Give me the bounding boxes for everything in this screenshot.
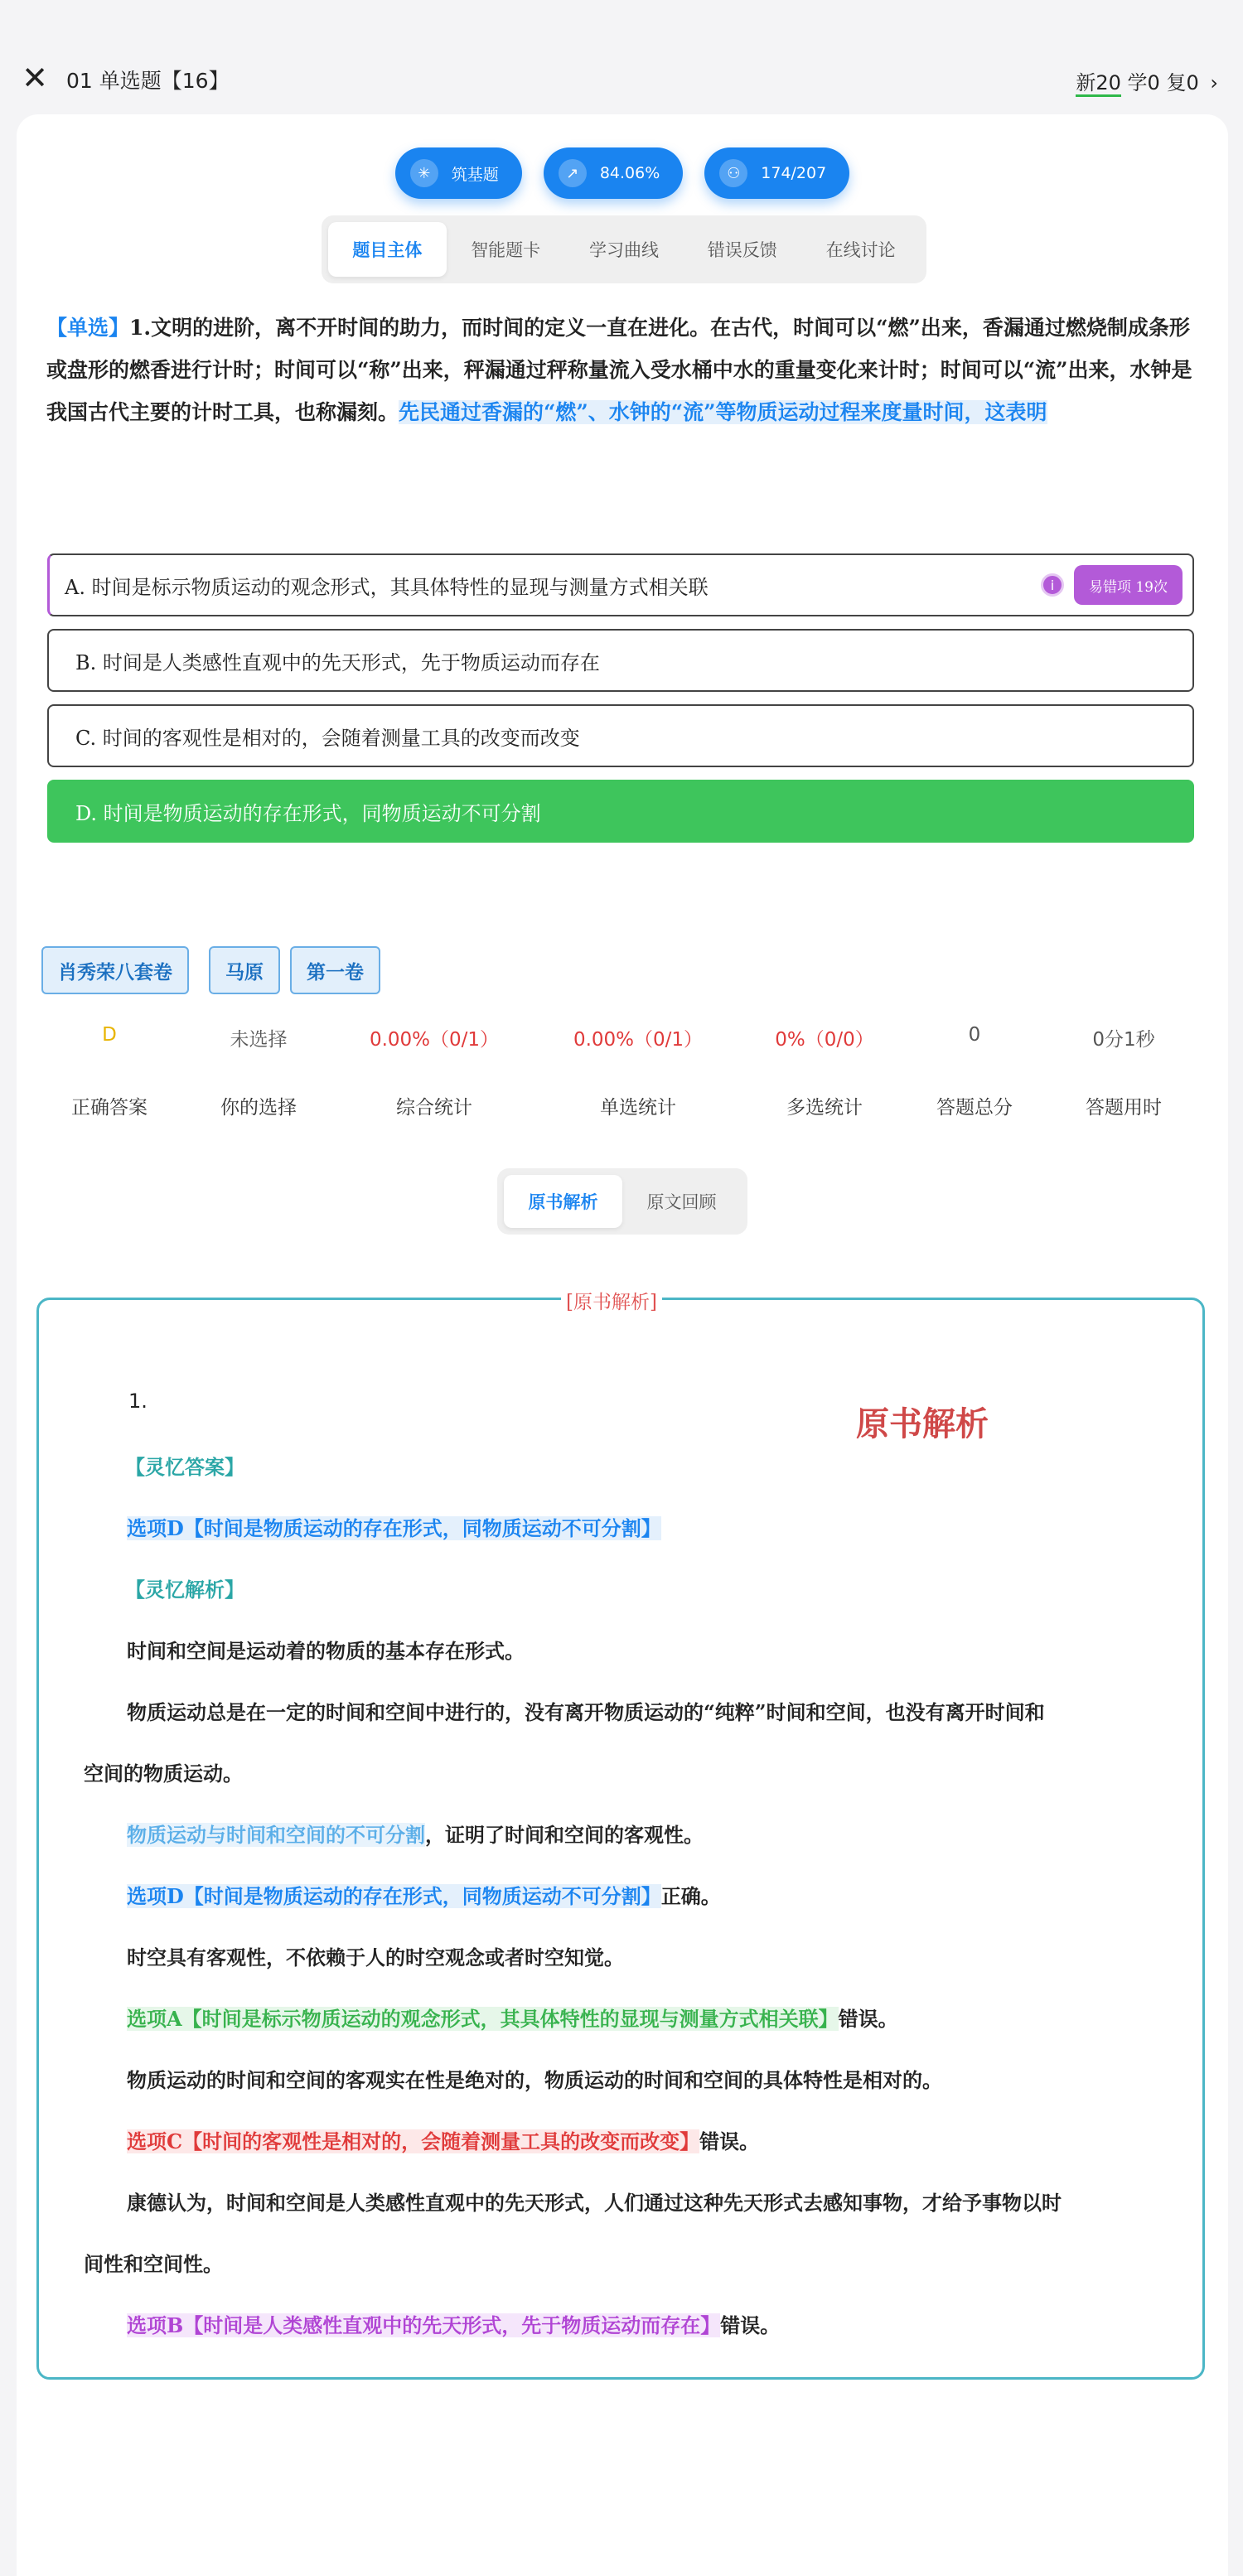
option-d-correct[interactable] [47, 780, 1194, 843]
tab-learning-curve[interactable]: 学习曲线 [588, 240, 659, 260]
stat-label-single: 单选统计 [600, 1097, 676, 1119]
stat-overall: 0.00%（0/1） [369, 1029, 500, 1051]
stat-label-total-score: 答题总分 [936, 1097, 1013, 1119]
error-prone-badge: 易错项 19次 [1074, 565, 1183, 605]
option-a-label: A. 时间是标示物质运动的观念形式，其具体特性的显现与测量方式相关联 [65, 575, 709, 599]
book-tag-volume-one[interactable]: 第一卷 [290, 946, 380, 994]
accuracy-label: 84.06% [599, 164, 660, 182]
option-b[interactable] [47, 629, 1194, 692]
analysis-p4-highlight: 选项D【时间是物质运动的存在形式，同物质运动不可分割】 [127, 1884, 661, 1908]
book-tag-xiao-eight[interactable]: 肖秀荣八套卷 [41, 946, 189, 994]
answer-text: 选项D【时间是物质运动的存在形式，同物质运动不可分割】 [127, 1516, 661, 1540]
option-d-label: D. 时间是物质运动的存在形式，同物质运动不可分割 [75, 801, 541, 825]
analysis-p9b: 间性和空间性。 [84, 2252, 223, 2276]
analysis-box [36, 1292, 1205, 2380]
option-c[interactable] [47, 704, 1194, 767]
stat-label-time-used: 答题用时 [1086, 1097, 1162, 1119]
analysis-p2b: 空间的物质运动。 [84, 1762, 243, 1786]
analysis-p8-highlight: 选项C【时间的客观性是相对的，会随着测量工具的改变而改变】 [127, 2129, 700, 2153]
users-pill[interactable] [704, 147, 849, 199]
analysis-tag: 【灵忆解析】 [125, 1578, 244, 1602]
analysis-p9a: 康德认为，时间和空间是人类感性直观中的先天形式，人们通过这种先天形式去感知事物，才给予事物以时 [127, 2191, 1062, 2215]
question-text [46, 307, 1207, 433]
analysis-p6-highlight: 选项A【时间是标示物质运动的观念形式，其具体特性的显现与测量方式相关联】 [127, 2007, 839, 2031]
accuracy-pill[interactable] [544, 147, 683, 199]
analysis-p3-highlight: 物质运动与时间和空间的不可分割 [127, 1823, 425, 1847]
stat-your-choice: 未选择 [230, 1029, 288, 1051]
book-tag-mayuan[interactable]: 马原 [209, 946, 280, 994]
review-count: 复0 [1166, 71, 1199, 94]
stat-time-used: 0分1秒 [1092, 1029, 1155, 1051]
analysis-p8-rest: 错误。 [699, 2129, 760, 2153]
stat-correct-answer: D [102, 1024, 117, 1046]
users-label: 174/207 [761, 164, 827, 182]
analysis-p5: 时空具有客观性，不依赖于人的时空观念或者时空知觉。 [127, 1945, 624, 1969]
analysis-p3-rest: ，证明了时间和空间的客观性。 [425, 1823, 704, 1847]
top-bar [0, 0, 1243, 108]
new-count: 新20 [1076, 71, 1121, 97]
difficulty-label: 筑基题 [451, 165, 499, 184]
chevron-right-icon: › [1210, 71, 1218, 94]
option-a-extra [1041, 565, 1183, 605]
stat-label-overall: 综合统计 [396, 1097, 472, 1119]
analysis-p2a: 物质运动总是在一定的时间和空间中进行的，没有离开物质运动的“纯粹”时间和空间，也没有离开时间和 [127, 1700, 1045, 1724]
stat-multi: 0%（0/0） [775, 1029, 874, 1051]
tab-error-feedback[interactable]: 错误反馈 [707, 240, 777, 260]
page-title: 01 单选题【16】 [66, 69, 230, 93]
stat-label-correct-answer: 正确答案 [71, 1097, 148, 1119]
analysis-p4-rest: 正确。 [660, 1884, 721, 1908]
question-stem: 1.文明的进阶，离不开时间的助力，而时间的定义一直在进化。在古代，时间可以“燃”出来，香漏通过燃烧制成条形或盘形的燃香进行计时；时间可以“称”出来，秤漏通过秤称量流入受水桶中水的重量变化来计时；时间可以“流”出来，水钟是我国古代主要的计时工具，也称漏刻。 [46, 316, 1192, 424]
trend-up-icon: ↗ [559, 159, 587, 187]
loader-icon: ✳ [410, 159, 438, 187]
analysis-heading: 原书解析 [856, 1404, 989, 1443]
option-c-label: C. 时间的客观性是相对的，会随着测量工具的改变而改变 [75, 726, 580, 750]
question-highlight: 先民通过香漏的“燃”、水钟的“流”等物质运动过程来度量时间，这表明 [399, 400, 1047, 424]
tab-book-analysis[interactable]: 原书解析 [504, 1175, 622, 1228]
analysis-p7: 物质运动的时间和空间的客观实在性是绝对的，物质运动的时间和空间的具体特性是相对的。 [127, 2068, 942, 2092]
main-tabs [322, 215, 926, 283]
analysis-p10-rest: 错误。 [720, 2313, 781, 2337]
stat-label-multi: 多选统计 [786, 1097, 863, 1119]
stat-single: 0.00%（0/1） [573, 1029, 704, 1051]
info-icon[interactable]: i [1041, 573, 1064, 597]
progress-stats[interactable] [1076, 66, 1218, 95]
tab-original-review[interactable]: 原文回顾 [646, 1192, 717, 1212]
users-icon: ⚇ [719, 159, 747, 187]
close-icon[interactable]: ✕ [22, 60, 48, 96]
stat-label-your-choice: 你的选择 [220, 1097, 297, 1119]
analysis-box-title: [原书解析] [561, 1287, 662, 1314]
tab-question-body[interactable]: 题目主体 [328, 222, 447, 277]
learn-count: 学0 [1127, 71, 1160, 94]
analysis-p6-rest: 错误。 [838, 2007, 898, 2031]
question-info-pills [17, 147, 1228, 199]
stat-total-score: 0 [968, 1024, 981, 1046]
analysis-number: 1. [128, 1389, 148, 1413]
analysis-p1: 时间和空间是运动着的物质的基本存在形式。 [127, 1639, 525, 1663]
question-type-tag: 【单选】 [46, 316, 130, 340]
tab-online-discussion[interactable]: 在线讨论 [825, 240, 896, 260]
answer-tag: 【灵忆答案】 [125, 1455, 244, 1479]
question-card [17, 114, 1228, 2576]
analysis-p10-highlight: 选项B【时间是人类感性直观中的先天形式，先于物质运动而存在】 [127, 2313, 721, 2337]
difficulty-pill[interactable] [395, 147, 522, 199]
option-b-label: B. 时间是人类感性直观中的先天形式，先于物质运动而存在 [75, 650, 600, 674]
tab-smart-card[interactable]: 智能题卡 [471, 240, 541, 260]
analysis-tabs [497, 1168, 747, 1235]
option-a[interactable] [47, 553, 1194, 616]
